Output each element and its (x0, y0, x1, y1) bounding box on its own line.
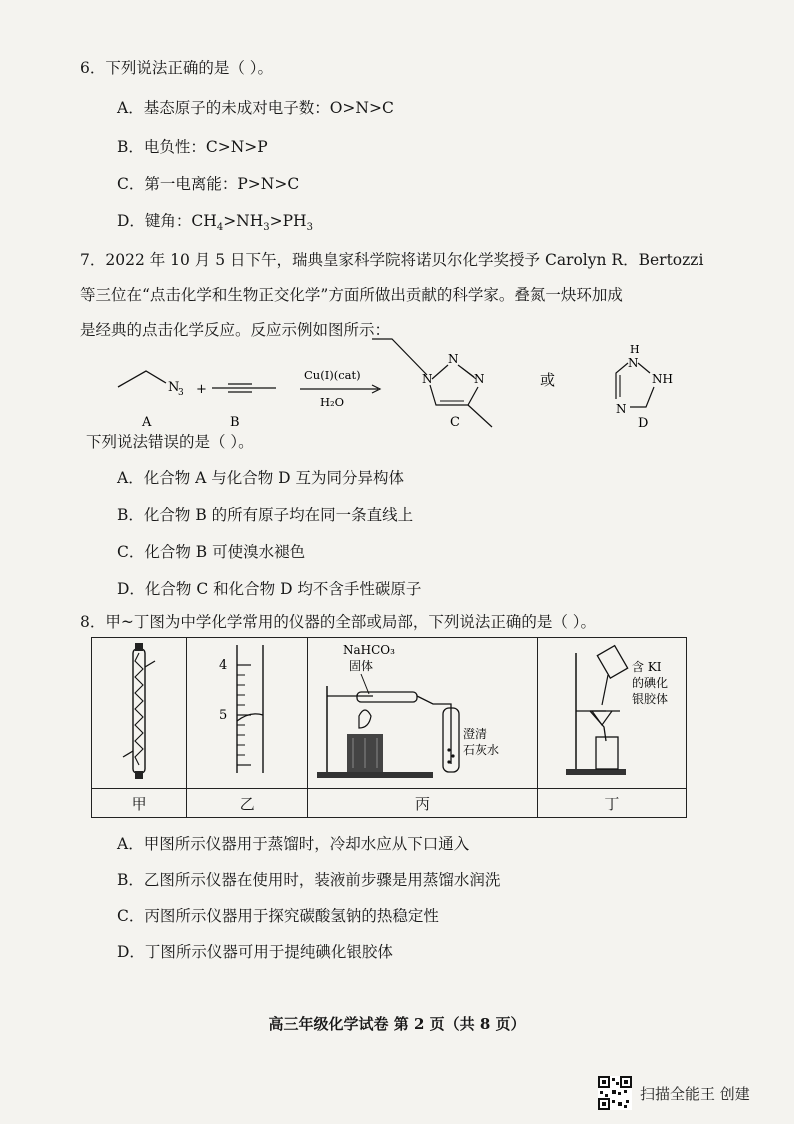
apparatus-cell-ding (537, 638, 686, 789)
q8-option-b: B．乙图所示仪器在使用时，装液前步骤是用蒸馏水润洗 (117, 871, 501, 889)
burette-tick-4: 4 (219, 658, 228, 673)
q7-line3: 是经典的点击化学反应。反应示例如图所示： (80, 321, 391, 339)
ring-d-h: H (630, 343, 640, 356)
ring-d-n-top: N (628, 356, 639, 370)
apparatus-name-yi: 乙 (187, 789, 308, 818)
q8-option-d: D．丁图所示仪器可用于提纯碘化银胶体 (117, 943, 393, 961)
q6-option-c: C．第一电离能：P>N>C (117, 175, 300, 193)
q6-d-sub3: 3 (306, 222, 313, 234)
azide-chain (118, 371, 166, 387)
q6-d-mid1: >NH (223, 212, 264, 230)
triazole-n3: N (474, 372, 485, 386)
azide-sub-label: 3 (178, 388, 184, 398)
apparatus-name-ding: 丁 (537, 789, 686, 818)
q7-option-a: A．化合物 A 与化合物 D 互为同分异构体 (117, 469, 405, 487)
burette-drawing (207, 641, 287, 781)
azide-n-label: N (168, 380, 180, 395)
q8-stem: 8．甲~丁图为中学化学常用的仪器的全部或局部，下列说法正确的是（ ）。 (80, 613, 597, 631)
solid-label: 固体 (348, 659, 373, 673)
label-b: B (230, 415, 240, 430)
q7-line1: 7．2022 年 10 月 5 日下午，瑞典皇家科学院将诺贝尔化学奖授予 Carolyn R．Bertozzi (80, 251, 704, 269)
watermark-text: 扫描全能王 创建 (640, 1085, 750, 1103)
ki-label-2: 的碘化 (631, 676, 668, 690)
burette-tick-5: 5 (219, 708, 228, 723)
catalyst-label: Cu(I)(cat) (304, 368, 361, 382)
ki-label-3: 银胶体 (631, 692, 668, 706)
q7-option-b: B．化合物 B 的所有原子均在同一条直线上 (117, 506, 414, 524)
triazole-n1: N (422, 372, 433, 386)
q6-option-b: B．电负性：C>N>P (117, 138, 268, 156)
q6-d-mid2: >PH (269, 212, 307, 230)
apparatus-cell-yi (187, 638, 308, 789)
ki-label-1: 含 KI (631, 660, 662, 674)
or-label: 或 (540, 371, 556, 389)
ring-d-n-bottom: N (616, 402, 627, 416)
q8-option-a: A．甲图所示仪器用于蒸馏时，冷却水应从下口通入 (117, 835, 470, 853)
q6-d-sub2: 3 (263, 222, 270, 234)
apparatus-cell-bing (308, 638, 537, 789)
q7-stem: 下列说法错误的是（ ）。 (86, 433, 254, 451)
apparatus-name-bing: 丙 (308, 789, 537, 818)
triazole-n2: N (448, 352, 459, 366)
q7-option-c: C．化合物 B 可使溴水褪色 (117, 543, 306, 561)
q6-option-d (117, 209, 313, 233)
condenser-drawing (109, 641, 169, 781)
limewater-label-2: 石灰水 (462, 743, 499, 757)
ring-d-nh: NH (652, 372, 673, 386)
apparatus-name-jia: 甲 (92, 789, 187, 818)
nahco3-label: NaHCO₃ (342, 643, 395, 657)
apparatus-table (91, 637, 687, 818)
solvent-label: H₂O (320, 395, 345, 409)
q7-option-d: D．化合物 C 和化合物 D 均不含手性碳原子 (117, 580, 422, 598)
filtration-drawing (542, 641, 682, 781)
q8-option-c: C．丙图所示仪器用于探究碳酸氢钠的热稳定性 (117, 907, 439, 925)
q6-d-sub1: 4 (216, 222, 224, 234)
apparatus-cell-jia (92, 638, 187, 789)
q7-line2: 等三位在“点击化学和生物正交化学”方面所做出贡献的科学家。叠氮一炔环加成 (80, 286, 623, 304)
q6-stem: 6．下列说法正确的是（ ）。 (80, 59, 274, 77)
limewater-label-1: 澄清 (462, 727, 487, 741)
reaction-scheme (100, 335, 700, 435)
qr-code-icon (598, 1076, 632, 1110)
q6-option-a: A．基态原子的未成对电子数：O>N>C (117, 99, 394, 117)
plus-sign: + (196, 382, 207, 397)
page-footer: 高三年级化学试卷 第 2 页（共 8 页） (268, 1015, 526, 1033)
q6-d-prefix: D．键角：CH (117, 212, 217, 230)
label-c: C (450, 415, 460, 430)
heating-setup-drawing (313, 638, 533, 784)
label-a: A (142, 415, 152, 430)
label-d: D (638, 416, 649, 431)
